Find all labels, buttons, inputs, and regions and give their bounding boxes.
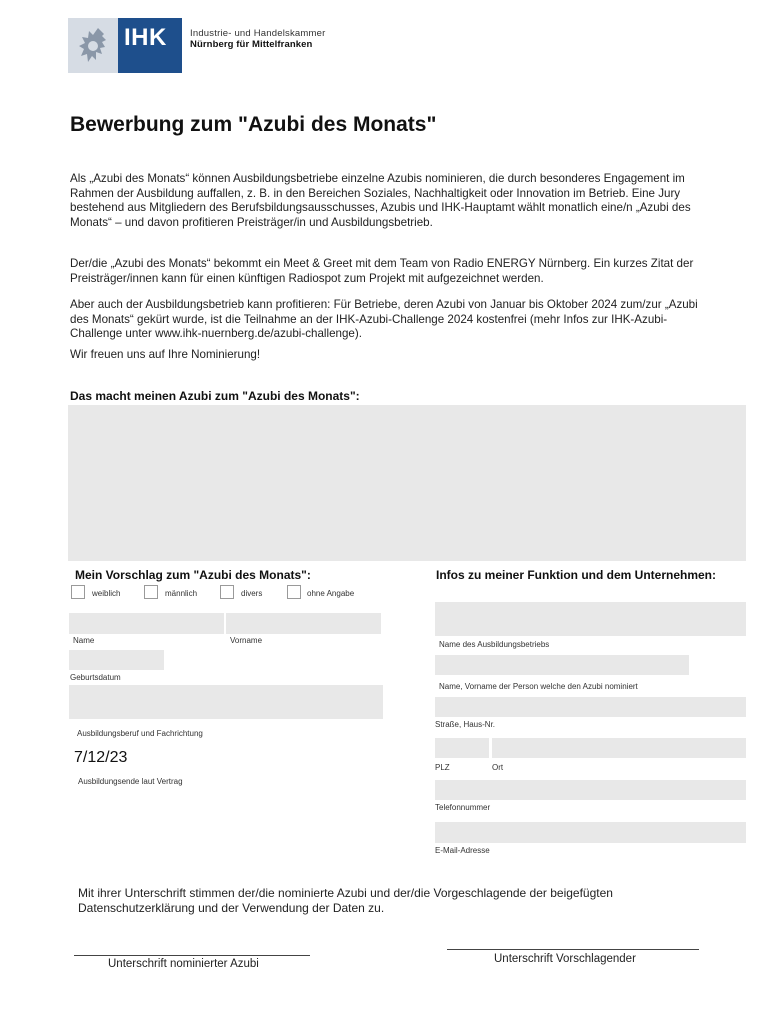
profession-label: Ausbildungsberuf und Fachrichtung: [77, 729, 203, 738]
logo-line-2: Nürnberg für Mittelfranken: [190, 39, 313, 50]
intro-paragraph-3: Aber auch der Ausbildungsbetrieb kann profitieren: Für Betriebe, deren Azubi von Januar bis Oktober 2024 zum/zur „Azubi des Monats“ gekürt wurde, ist die Teilnahme an der IHK-Azubi-Challenge 2024 kostenfrei (mehr Infos zur IHK-Azubi-Challenge unter www.ihk-nuernberg.de/azubi-challenge).: [70, 298, 698, 341]
info-heading: Infos zu meiner Funktion und dem Unternehmen:: [436, 568, 717, 582]
proposal-heading: Mein Vorschlag zum "Azubi des Monats":: [75, 568, 311, 582]
city-label: Ort: [492, 763, 504, 772]
company-field[interactable]: [435, 602, 746, 636]
gender-label-divers: divers: [241, 589, 263, 598]
end-date-field[interactable]: 7/12/23: [74, 749, 128, 766]
name-label: Name: [73, 636, 95, 645]
phone-label: Telefonnummer: [435, 803, 491, 812]
gender-label-weiblich: weiblich: [92, 589, 121, 598]
city-field[interactable]: [492, 738, 746, 758]
consent-text: Mit ihrer Unterschrift stimmen der/die nominierte Azubi und der/die Vorgeschlagende der beigefügten Datenschutzerklärung und der Verwendung der Daten zu.: [78, 886, 613, 915]
street-label: Straße, Haus-Nr.: [435, 720, 496, 729]
signature-line-proposer: [447, 949, 699, 950]
person-label: Name, Vorname der Person welche den Azubi nominiert: [439, 682, 638, 691]
end-date-label: Ausbildungsende laut Vertrag: [78, 777, 183, 786]
zip-field[interactable]: [435, 738, 489, 758]
firstname-field[interactable]: [226, 613, 381, 634]
birthdate-field[interactable]: [69, 650, 164, 670]
gender-checkbox-weiblich[interactable]: [71, 585, 85, 599]
zip-label: PLZ: [435, 763, 450, 772]
birthdate-label: Geburtsdatum: [70, 673, 121, 682]
gender-checkbox-ohne-angabe[interactable]: [287, 585, 301, 599]
intro-paragraph-1: Als „Azubi des Monats“ können Ausbildungsbetriebe einzelne Azubis nominieren, die durch besonderes Engagement im Rahmen der Ausbildung auffallen, z. B. in den Bereichen Soziales, Nachhaltigkeit oder Innovation im Betrieb. Eine Jury bestehend aus Mitgliedern des Berufsbildungsausschusses, Azubis und IHK-Hauptamt wählt monatlich eine/n „Azubi des Monats“ – und davon profitieren Preisträger/in und Ausbildungsbetrieb.: [70, 172, 691, 229]
intro-paragraph-4: Wir freuen uns auf Ihre Nominierung!: [70, 348, 261, 361]
phone-field[interactable]: [435, 780, 746, 800]
profession-field[interactable]: [69, 685, 383, 719]
intro-paragraph-2: Der/die „Azubi des Monats“ bekommt ein Meet & Greet mit dem Team von Radio ENERGY Nürnberg. Ein kurzes Zitat der Preisträger/innen kann für einen künftigen Radiospot zum Projekt mit aufgezeichnet werden.: [70, 257, 694, 285]
gender-checkbox-divers[interactable]: [220, 585, 234, 599]
gender-checkbox-maennlich[interactable]: [144, 585, 158, 599]
reason-heading: Das macht meinen Azubi zum "Azubi des Monats":: [70, 389, 360, 403]
signature-line-azubi: [74, 955, 310, 956]
signature-label-azubi: Unterschrift nominierter Azubi: [108, 958, 259, 970]
gender-label-ohne-angabe: ohne Angabe: [307, 589, 355, 598]
email-field[interactable]: [435, 822, 746, 843]
name-field[interactable]: [69, 613, 224, 634]
ihk-seal-icon: [68, 18, 118, 73]
logo-line-1: Industrie- und Handelskammer: [190, 28, 326, 39]
logo-abbr: IHK: [124, 24, 167, 51]
page-title: Bewerbung zum "Azubi des Monats": [70, 113, 437, 136]
reason-textarea[interactable]: [68, 405, 746, 561]
company-label: Name des Ausbildungsbetriebs: [439, 640, 550, 649]
gender-label-maennlich: männlich: [165, 589, 198, 598]
street-field[interactable]: [435, 697, 746, 717]
firstname-label: Vorname: [230, 636, 263, 645]
email-label: E-Mail-Adresse: [435, 846, 490, 855]
person-field[interactable]: [435, 655, 689, 675]
signature-label-proposer: Unterschrift Vorschlagender: [494, 953, 636, 965]
